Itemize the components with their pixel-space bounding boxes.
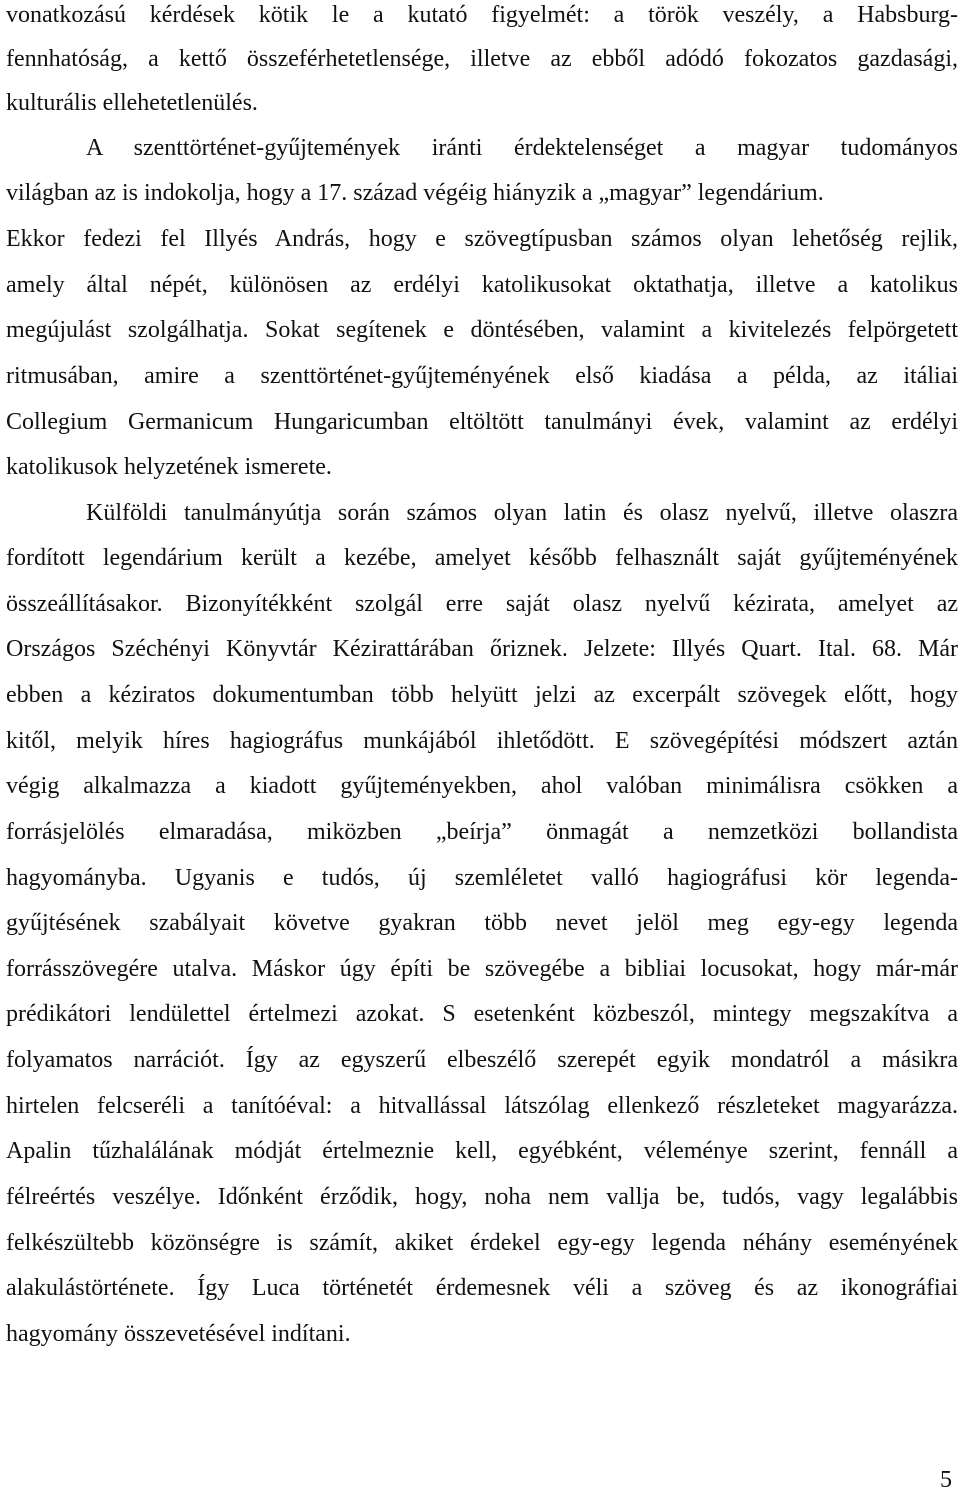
text-line: amely által népét, különösen az erdélyi katolikusokat oktathatja, illetve a katolikus — [6, 272, 958, 298]
text-line: hagyományba. Ugyanis e tudós, új szemléletet valló hagiográfusi kör legenda- — [6, 865, 958, 891]
text-line: felkészültebb közönségre is számít, akiket érdekel egy-egy legenda néhány eseményének — [6, 1230, 958, 1256]
text-line: fennhatóság, a kettő összeférhetetlensége, illetve az ebből adódó fokozatos gazdasági, — [6, 46, 958, 72]
text-line: ebben a kéziratos dokumentumban több helyütt jelzi az excerpált szövegek előtt, hogy — [6, 682, 958, 708]
text-line: folyamatos narrációt. Így az egyszerű elbeszélő szerepét egyik mondatról a másikra — [6, 1047, 958, 1073]
text-line: fordított legendárium került a kezébe, amelyet később felhasznált saját gyűjteményének — [6, 545, 958, 571]
text-line: forrásszövegére utalva. Máskor úgy építi be szövegébe a bibliai locusokat, hogy már-már — [6, 956, 958, 982]
text-line: Országos Széchényi Könyvtár Kézirattárában őriznek. Jelzete: Illyés Quart. Ital. 68. Már — [6, 636, 958, 662]
text-line: ritmusában, amire a szenttörténet-gyűjteményének első kiadása a példa, az itáliai — [6, 363, 958, 389]
text-line: összeállításakor. Bizonyítékként szolgál erre saját olasz nyelvű kézirata, amelyet az — [6, 591, 958, 617]
text-line: katolikusok helyzetének ismerete. — [6, 454, 332, 480]
text-line: alakulástörténete. Így Luca történetét érdemesnek véli a szöveg és az ikonográfiai — [6, 1275, 958, 1301]
text-line: kitől, melyik híres hagiográfus munkájából ihletődött. E szövegépítési módszert aztán — [6, 728, 958, 754]
text-line: Ekkor fedezi fel Illyés András, hogy e szövegtípusban számos olyan lehetőség rejlik, — [6, 226, 958, 252]
text-line: A szenttörténet-gyűjtemények iránti érdektelenséget a magyar tudományos — [86, 135, 958, 161]
text-line: végig alkalmazza a kiadott gyűjteményekben, ahol valóban minimálisra csökken a — [6, 773, 958, 799]
text-line: hagyomány összevetésével indítani. — [6, 1321, 351, 1347]
text-line: prédikátori lendülettel értelmezi azokat. S esetenként közbeszól, mintegy megszakítva a — [6, 1001, 958, 1027]
text-line: kulturális ellehetetlenülés. — [6, 90, 258, 116]
text-line: Collegium Germanicum Hungaricumban eltöltött tanulmányi évek, valamint az erdélyi — [6, 409, 958, 435]
text-line: megújulást szolgálhatja. Sokat segítenek e döntésében, valamint a kivitelezés felpörgetett — [6, 317, 958, 343]
text-line: világban az is indokolja, hogy a 17. század végéig hiányzik a „magyar” legendárium. — [6, 180, 824, 206]
text-line: Külföldi tanulmányútja során számos olyan latin és olasz nyelvű, illetve olaszra — [86, 500, 958, 526]
text-line: félreértés veszélye. Időnként érződik, hogy, noha nem vallja be, tudós, vagy legalábbis — [6, 1184, 958, 1210]
text-line: gyűjtésének szabályait követve gyakran több nevet jelöl meg egy-egy legenda — [6, 910, 958, 936]
text-line: vonatkozású kérdések kötik le a kutató figyelmét: a török veszély, a Habsburg- — [6, 2, 958, 28]
text-line: forrásjelölés elmaradása, miközben „beírja” önmagát a nemzetközi bollandista — [6, 819, 958, 845]
text-line: hirtelen felcseréli a tanítóéval: a hitvallással látszólag ellenkező részleteket magyarázza. — [6, 1093, 958, 1119]
page-number: 5 — [940, 1467, 952, 1493]
text-line: Apalin tűzhalálának módját értelmeznie kell, egyébként, véleménye szerint, fennáll a — [6, 1138, 958, 1164]
